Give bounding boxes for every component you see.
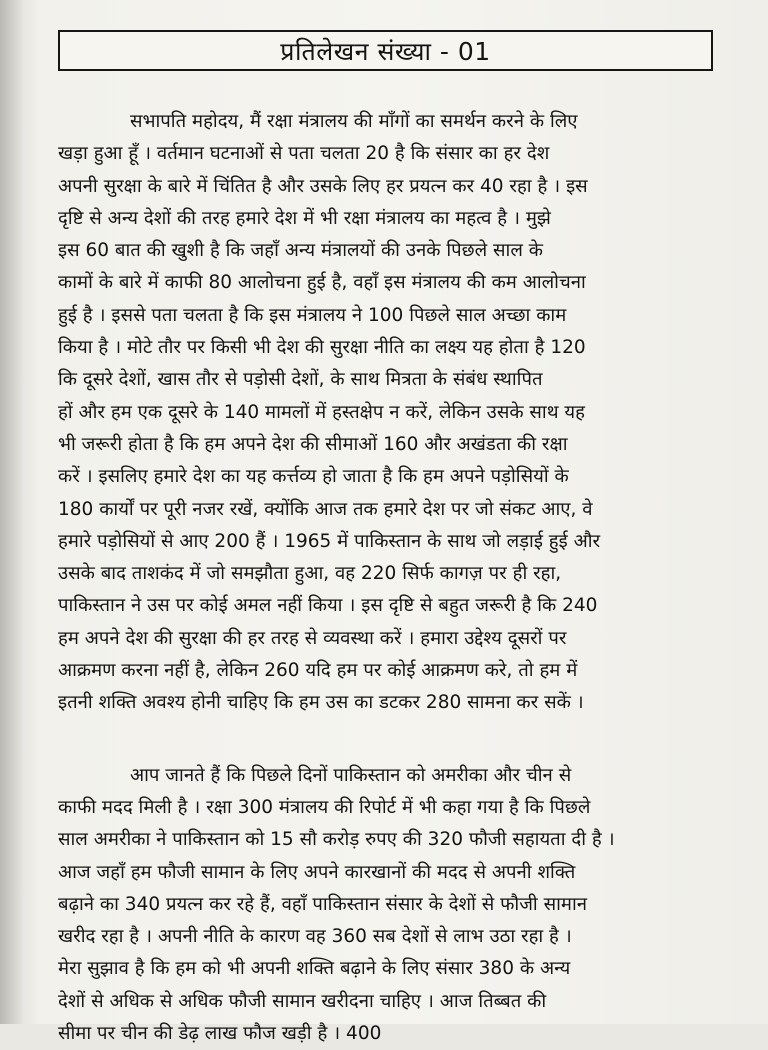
text-line: करें । इसलिए हमारे देश का यह कर्त्तव्य हो जाता है कि हम अपने पड़ोसियों के: [58, 466, 569, 488]
text-line: 180 कार्यों पर पूरी नजर रखें, क्योंकि आज तक हमारे देश पर जो संकट आए, वे: [58, 498, 593, 520]
text-line: बढ़ाने का 340 प्रयत्न कर रहे हैं, वहाँ पाकिस्तान संसार के देशों से फौजी सामान: [58, 893, 588, 915]
text-line: साल अमरीका ने पाकिस्तान को 15 सौ करोड़ रुपए की 320 फौजी सहायता दी है ।: [58, 829, 615, 851]
text-line: आक्रमण करना नहीं है, लेकिन 260 यदि हम पर कोई आक्रमण करे, तो हम में: [58, 660, 578, 682]
page-title: प्रतिलेखन संख्या - 01: [280, 36, 491, 66]
text-line: किया है । मोटे तौर पर किसी भी देश की सुरक्षा नीति का लक्ष्य यह होता है 120: [58, 337, 586, 359]
text-line: हों और हम एक दूसरे के 140 मामलों में हस्तक्षेप न करें, लेकिन उसके साथ यह: [58, 401, 585, 423]
text-line: सभापति महोदय, मैं रक्षा मंत्रालय की माँगों का समर्थन करने के लिए: [130, 111, 578, 132]
text-line: देशों से अधिक से अधिक फौजी सामान खरीदना चाहिए । आज तिब्बत की: [58, 990, 547, 1012]
text-line: मेरा सुझाव है कि हम को भी अपनी शक्ति बढ़ाने के लिए संसार 380 के अन्य: [58, 958, 571, 980]
page-binding-shadow: [0, 0, 22, 1024]
text-line: इस 60 बात की खुशी है कि जहाँ अन्य मंत्रालयों की उनके पिछले साल के: [58, 240, 543, 262]
text-line: हमारे पड़ोसियों से आए 200 हैं । 1965 में पाकिस्तान के साथ जो लड़ाई हुई और: [58, 530, 601, 552]
text-line: खड़ा हुआ हूँ । वर्तमान घटनाओं से पता चलता 20 है कि संसार का हर देश: [58, 143, 550, 165]
text-line: अपनी सुरक्षा के बारे में चिंतित है और उसके लिए हर प्रयत्न कर 40 रहा है । इस: [58, 175, 588, 197]
text-line: खरीद रहा है । अपनी नीति के कारण वह 360 सब देशों से लाभ उठा रहा है ।: [58, 926, 572, 948]
text-line: हुई है । इससे पता चलता है कि इस मंत्रालय ने 100 पिछले साल अच्छा काम: [58, 304, 567, 326]
text-line: कि दूसरे देशों, खास तौर से पड़ोसी देशों, के साथ मित्रता के संबंध स्थापित: [58, 369, 543, 391]
title-box: [58, 30, 713, 71]
text-line: दृष्टि से अन्य देशों की तरह हमारे देश में भी रक्षा मंत्रालय का महत्व है । मुझे: [58, 207, 551, 229]
text-line: हम अपने देश की सुरक्षा की हर तरह से व्यवस्था करें । हमारा उद्देश्य दूसरों पर: [58, 627, 567, 649]
text-line: काफी मदद मिली है । रक्षा 300 मंत्रालय की रिपोर्ट में भी कहा गया है कि पिछले: [58, 796, 591, 818]
text-line: उसके बाद ताशकंद में जो समझौता हुआ, वह 220 सिर्फ कागज़ पर ही रहा,: [58, 563, 562, 585]
paragraph-1: [58, 106, 718, 720]
text-line: आज जहाँ हम फौजी सामान के लिए अपने कारखानों की मदद से अपनी शक्ति: [58, 861, 576, 883]
text-line: भी जरूरी होता है कि हम अपने देश की सीमाओं 160 और अखंडता की रक्षा: [58, 433, 568, 455]
transcription-text: [58, 106, 718, 1050]
paragraph-2: [58, 760, 718, 1050]
text-line: इतनी शक्ति अवश्य होनी चाहिए कि हम उस का डटकर 280 सामना कर सकें ।: [58, 692, 584, 714]
text-line: सीमा पर चीन की डेढ़ लाख फौज खड़ी है । 400: [58, 1023, 382, 1045]
text-line: आप जानते हैं कि पिछले दिनों पाकिस्तान को अमरीका और चीन से: [130, 764, 572, 786]
paragraph-gap: [58, 720, 718, 760]
text-line: कामों के बारे में काफी 80 आलोचना हुई है, वहाँ इस मंत्रालय की कम आलोचना: [58, 272, 586, 294]
text-line: पाकिस्तान ने उस पर कोई अमल नहीं किया । इस दृष्टि से बहुत जरूरी है कि 240: [58, 595, 598, 617]
